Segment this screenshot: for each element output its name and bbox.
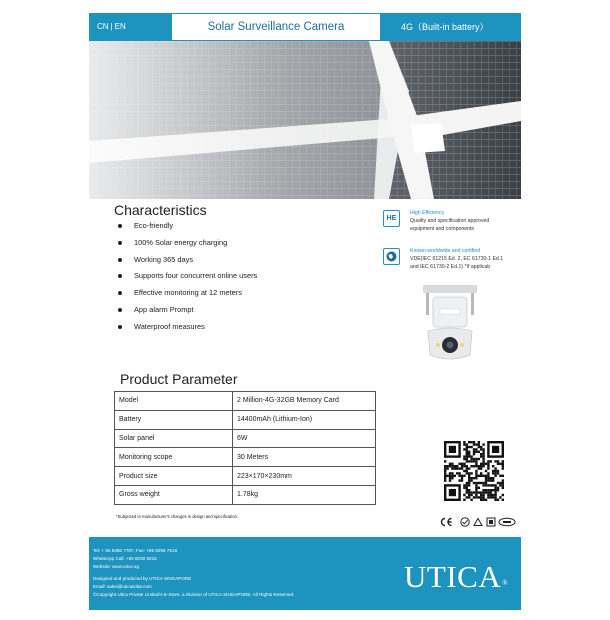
param-label: Solar panel xyxy=(115,429,233,448)
param-value: 30 Meters xyxy=(233,448,376,467)
param-value: 6W xyxy=(233,429,376,448)
param-label: Battery xyxy=(115,410,233,429)
utica-logo xyxy=(404,556,508,598)
footer-whatsapp: WhatsApp Call: +65 8030 5015 xyxy=(93,556,157,561)
characteristics-list xyxy=(118,218,257,336)
feature-title: Known worldwide and certified xyxy=(410,248,481,254)
footer-designed-by: Designed and produced by UTICA SINGAPORE xyxy=(93,576,192,581)
param-label: Product size xyxy=(115,467,233,486)
feature-certified xyxy=(383,248,513,284)
list-item: Supports four concurrent online users xyxy=(118,268,257,285)
feature-desc: VDE(IEC 61215 Ed. 2, EC 61730-1 Ed.1 and IEC 61730-2 Ed.1) *If applicab xyxy=(410,256,504,270)
list-item: Effective monitoring at 12 meters xyxy=(118,285,257,302)
feature-high-efficiency xyxy=(383,210,513,240)
table-row xyxy=(115,410,376,429)
qr-code-icon[interactable] xyxy=(444,441,504,501)
footer-copyright: ©Copyright Utica Private Limited's E-Store, a Division of UTICA SINGAPORE. All Rights Reserved. xyxy=(93,592,295,597)
footer-website-link[interactable]: Website: www.utica.sg xyxy=(93,564,139,569)
language-switcher: CN | EN xyxy=(89,13,171,41)
header-bar xyxy=(89,13,521,41)
registered-mark: ® xyxy=(502,579,509,587)
list-item: Working 365 days xyxy=(118,252,257,269)
param-value: 14400mAh (Lithium-Ion) xyxy=(233,410,376,429)
logo-text: UTICA xyxy=(404,559,502,594)
list-item: 100% Solar energy charging xyxy=(118,235,257,252)
certification-marks xyxy=(439,515,519,527)
param-label: Model xyxy=(115,392,233,411)
recycle-mark-icon xyxy=(474,519,482,526)
table-row xyxy=(115,467,376,486)
list-item: App alarm Prompt xyxy=(118,302,257,319)
parameters-table xyxy=(114,391,376,505)
solar-panel-image xyxy=(89,41,521,199)
ul-mark-icon xyxy=(499,518,515,526)
ce-mark-icon xyxy=(442,519,452,526)
globe-icon xyxy=(383,248,400,265)
fc-mark-icon xyxy=(487,518,495,526)
camera-product-image xyxy=(420,283,480,363)
param-value: 1.78kg xyxy=(233,485,376,504)
list-item: Waterproof measures xyxy=(118,319,257,336)
table-row xyxy=(115,485,376,504)
rohs-mark-icon xyxy=(461,518,469,526)
param-value: 223×170×230mm xyxy=(233,467,376,486)
footer-email-link[interactable]: Email: sales@uticasolar.com xyxy=(93,584,152,589)
feature-desc: Quality and specification approved equipment and components xyxy=(410,218,490,232)
table-row xyxy=(115,429,376,448)
spec-disclaimer: *Subjected to manufacturer's changes in design and specification. xyxy=(116,514,239,519)
feature-title: High Efficiency xyxy=(410,210,445,216)
param-value: 2 Million-4G-32GB Memory Card xyxy=(233,392,376,411)
param-label: Gross weight xyxy=(115,485,233,504)
he-icon: HE xyxy=(383,210,400,227)
list-item: Eco-friendly xyxy=(118,218,257,235)
parameters-heading: Product Parameter xyxy=(120,371,238,387)
lang-en-link[interactable]: EN xyxy=(114,22,126,31)
footer-phone: Tel: + 65 6296 7767, Fax: +65 6296 7618 xyxy=(93,548,178,553)
page-title: Solar Surveillance Camera xyxy=(171,13,381,41)
lang-cn-link[interactable]: CN xyxy=(97,22,109,31)
table-row xyxy=(115,448,376,467)
table-row xyxy=(115,392,376,411)
param-label: Monitoring scope xyxy=(115,448,233,467)
spec-badge: 4G（Built-in battery） xyxy=(381,13,521,41)
characteristics-heading: Characteristics xyxy=(114,202,207,218)
